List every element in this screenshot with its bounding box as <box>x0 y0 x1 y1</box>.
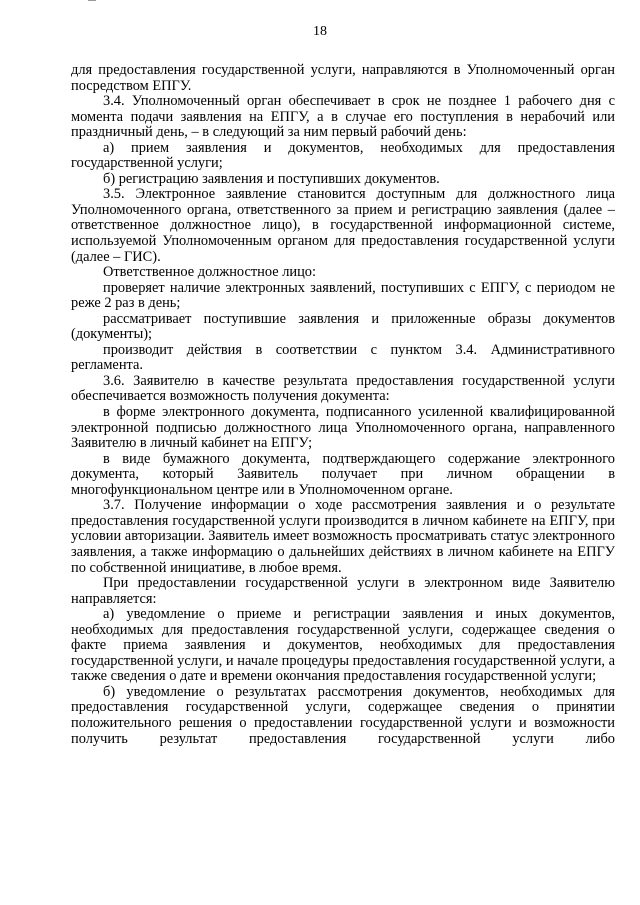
paragraph: проверяет наличие электронных заявлений, поступивших с ЕПГУ, с периодом не реже 2 раз в день; <box>71 279 615 312</box>
paragraph: б) регистрацию заявления и поступивших документов. <box>103 170 440 187</box>
paragraph: При предоставлении государственной услуги в электронном виде Заявителю направляется: <box>71 575 615 607</box>
paragraph: а) прием заявления и документов, необходимых для предоставления государственной услуги; <box>71 139 615 172</box>
paragraph: Ответственное должностное лицо: <box>103 264 316 281</box>
scan-artifact <box>88 0 96 4</box>
paragraph: 3.5. Электронное заявление становится доступным для должностного лица Уполномоченного органа, ответственного за прием и регистрацию заявления (далее – ответственное должностное лицо), в государственной информационной системе, используемой Уполномоченным органом для предоставления государственной услуги (далее – ГИС). <box>71 186 615 265</box>
paragraph: 3.6. Заявителю в качестве результата предоставления государственной услуги обеспечивается возможность получения документа: <box>71 372 615 405</box>
paragraph: в форме электронного документа, подписанного усиленной квалифицированной электронной подписью должностного лица Уполномоченного органа, направленного Заявителю в личный кабинет на ЕПГУ; <box>71 404 615 452</box>
page-number: 18 <box>313 24 327 39</box>
document-body <box>71 63 615 747</box>
paragraph: производит действия в соответствии с пунктом 3.4. Административного регламента. <box>71 341 615 374</box>
paragraph: а) уведомление о приеме и регистрации заявления и иных документов, необходимых для предоставления государственной услуги, содержащее сведения о факте приема заявления и документов, необходимых для предоставления государственной услуги, и начале процедуры предоставления государственной услуги, а также сведения о дате и времени окончания предоставления государственной услуги; <box>71 606 615 685</box>
paragraph: для предоставления государственной услуги, направляются в Уполномоченный орган посредством ЕПГУ. <box>71 62 615 94</box>
paragraph: в виде бумажного документа, подтверждающего содержание электронного документа, который Заявитель получает при личном обращении в многофункциональном центре или в Уполномоченном органе. <box>71 450 615 498</box>
paragraph: 3.4. Уполномоченный орган обеспечивает в срок не позднее 1 рабочего дня с момента подачи заявления на ЕПГУ, а в случае его поступления в нерабочий или праздничный день, – в следующий за ним первый рабочий день: <box>71 93 615 141</box>
paragraph: рассматривает поступившие заявления и приложенные образы документов (документы); <box>71 310 615 343</box>
paragraph: 3.7. Получение информации о ходе рассмотрения заявления и о результате предоставления государственной услуги производится в личном кабинете на ЕПГУ, при условии авторизации. Заявитель имеет возможность просматривать статус электронного заявления, а также информацию о дальнейших действиях в личном кабинете на ЕПГУ по собственной инициативе, в любое время. <box>71 497 615 576</box>
paragraph: б) уведомление о результатах рассмотрения документов, необходимых для предоставления государственной услуги, содержащее сведения о принятии положительного решения о предоставлении государственной услуги и возможности получить результат предоставления государственной услуги либо <box>71 683 615 747</box>
